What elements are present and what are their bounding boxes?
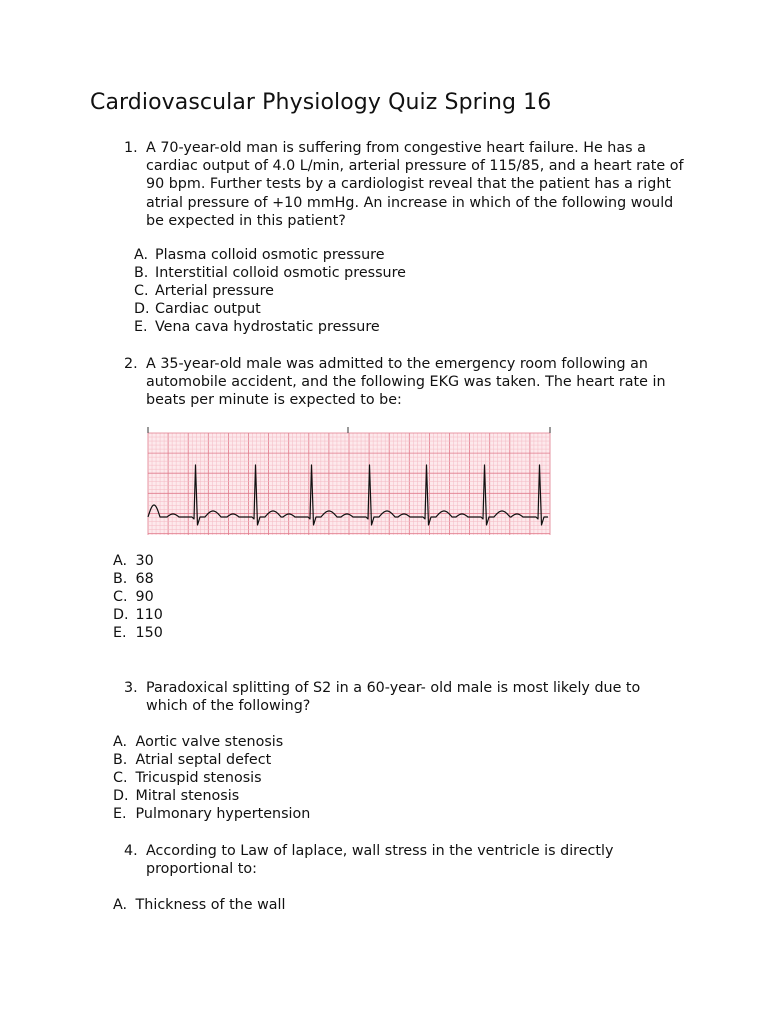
option-text: Pulmonary hypertension [135,806,311,822]
question-text: According to Law of laplace, wall stress in the ventricle is directly proportional to: [146,843,614,878]
option-2a [113,552,154,570]
option-1a [134,246,385,264]
option-1c [134,282,274,300]
question-number: 4. [124,843,138,859]
option-4a [113,896,285,914]
option-text: Interstitial colloid osmotic pressure [155,265,406,281]
question-4 [124,842,686,878]
option-text: 30 [135,553,154,569]
option-3e [113,805,310,823]
option-text: Cardiac output [155,301,261,317]
option-label: B. [113,571,128,587]
option-3d [113,787,239,805]
question-text: Paradoxical splitting of S2 in a 60-year- old male is most likely due to which of the following? [146,680,641,715]
option-1e [134,318,380,336]
ekg-strip-image [146,427,552,537]
option-label: B. [134,265,149,281]
option-label: A. [113,897,128,913]
option-text: Vena cava hydrostatic pressure [155,319,380,335]
option-2c [113,588,154,606]
option-text: 110 [135,607,163,623]
question-3 [124,679,686,715]
option-text: 90 [135,589,154,605]
option-label: D. [113,788,129,804]
option-label: E. [134,319,148,335]
option-text: Tricuspid stenosis [135,770,262,786]
option-label: A. [134,247,149,263]
option-label: C. [113,770,128,786]
option-text: Plasma colloid osmotic pressure [155,247,385,263]
option-2e [113,624,163,642]
option-label: D. [113,607,129,623]
option-label: E. [113,625,127,641]
option-label: D. [134,301,150,317]
question-2 [124,355,686,410]
option-text: Thickness of the wall [135,897,286,913]
question-number: 1. [124,140,138,156]
option-3a [113,733,283,751]
question-text: A 35-year-old male was admitted to the emergency room following an automobile accident, and the following EKG was taken. The heart rate in beats per minute is expected to be: [146,356,666,409]
option-3b [113,751,271,769]
page-title: Cardiovascular Physiology Quiz Spring 16 [90,90,552,115]
option-1b [134,264,406,282]
option-2b [113,570,154,588]
option-label: C. [134,283,149,299]
option-text: 150 [135,625,163,641]
option-3c [113,769,262,787]
option-label: A. [113,734,128,750]
option-text: Arterial pressure [155,283,274,299]
option-label: E. [113,806,127,822]
option-text: Aortic valve stenosis [135,734,284,750]
question-number: 3. [124,680,138,696]
option-label: B. [113,752,128,768]
option-label: C. [113,589,128,605]
question-1 [124,139,686,230]
option-label: A. [113,553,128,569]
option-2d [113,606,163,624]
option-text: Mitral stenosis [135,788,240,804]
option-text: 68 [135,571,154,587]
question-text: A 70-year-old man is suffering from congestive heart failure. He has a cardiac output of 4.0 L/min, arterial pressure of 115/85, and a heart rate of 90 bpm. Further tests by a cardiologist reveal that the patient has a right atrial pressure of +10 mmHg. An increase in which of the following would be expected in this patient? [146,140,684,229]
option-text: Atrial septal defect [135,752,272,768]
option-1d [134,300,261,318]
question-number: 2. [124,356,138,372]
